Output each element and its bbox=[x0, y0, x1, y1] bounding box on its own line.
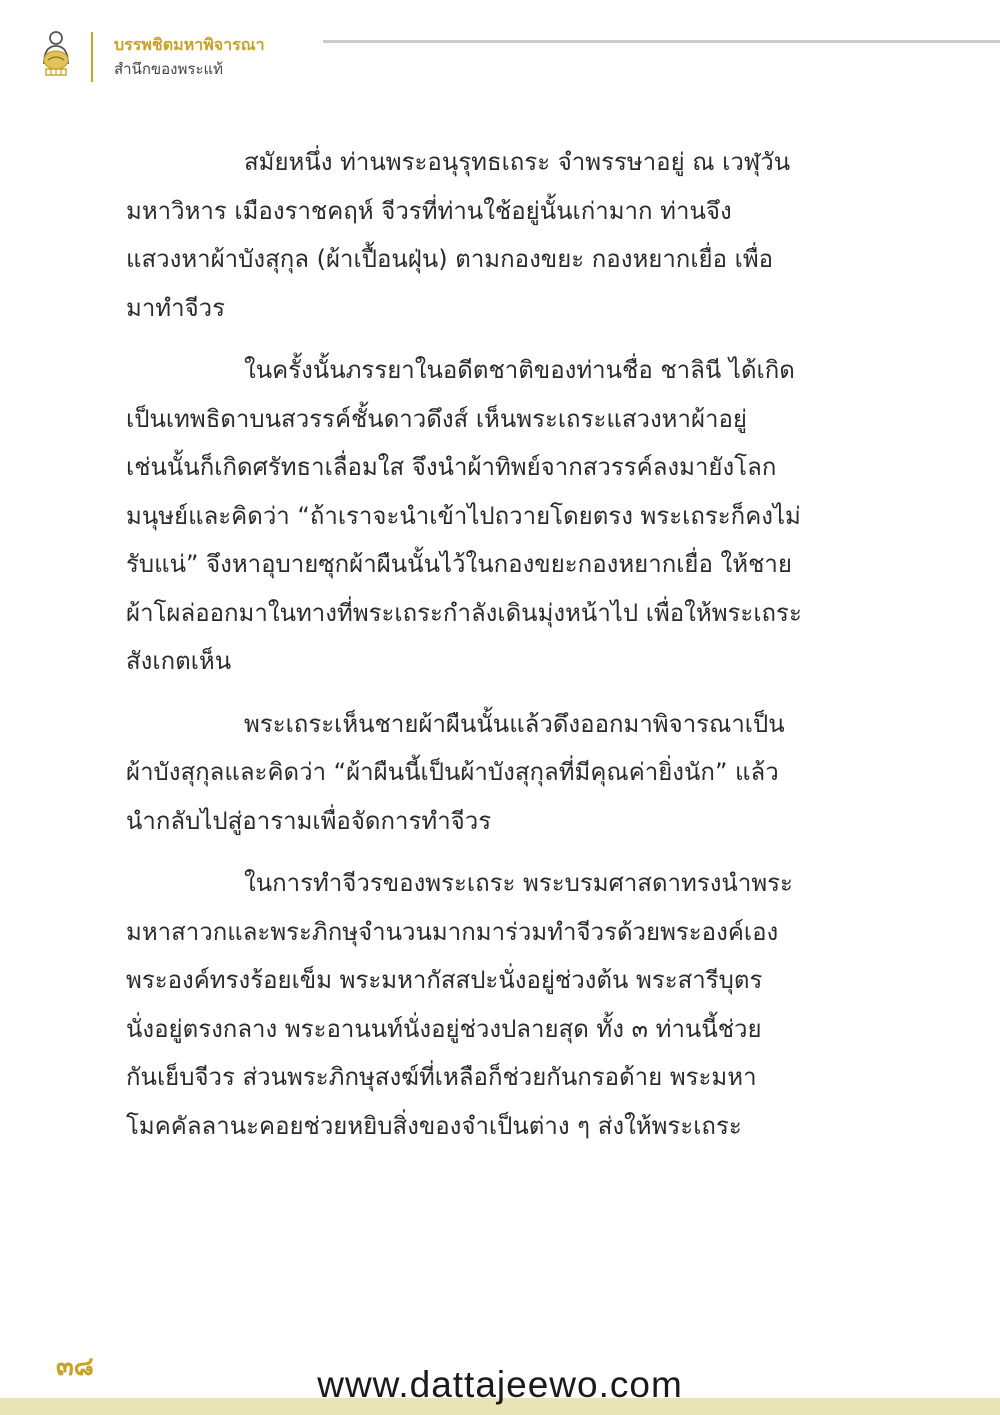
text-line: กันเย็บจีวร ส่วนพระภิกษุสงฆ์ที่เหลือก็ช่วยกันกรอด้าย พระมหา bbox=[126, 1063, 757, 1091]
text-line: มหาสาวกและพระภิกษุจำนวนมากมาร่วมทำจีวรด้วยพระองค์เอง bbox=[126, 917, 779, 946]
page-header bbox=[0, 0, 1000, 90]
text-line: มาทำจีวร bbox=[126, 293, 226, 322]
page-number: ๓๘ bbox=[56, 1352, 94, 1382]
text-line: มหาวิหาร เมืองราชคฤห์ จีวรที่ท่านใช้อยู่นั้นเก่ามาก ท่านจึง bbox=[126, 196, 732, 225]
chapter-subtitle: สำนึกของพระแท้ bbox=[114, 60, 224, 78]
text-line: มนุษย์และคิดว่า “ถ้าเราจะนำเข้าไปถวายโดยตรง พระเถระก็คงไม่ bbox=[126, 501, 801, 530]
book-title: บรรพชิตมหาพิจารณา bbox=[114, 35, 265, 54]
text-line: พระองค์ทรงร้อยเข็ม พระมหากัสสปะนั่งอยู่ช่วงต้น พระสารีบุตร bbox=[126, 966, 763, 994]
text-line: ในครั้งนั้นภรรยาในอดีตชาติของท่านชื่อ ชาลินี ได้เกิด bbox=[244, 356, 795, 384]
paragraph bbox=[126, 859, 816, 1150]
text-line: ผ้าโผล่ออกมาในทางที่พระเถระกำลังเดินมุ่งหน้าไป เพื่อให้พระเถระ bbox=[126, 598, 802, 627]
text-line: โมคคัลลานะคอยช่วยหยิบสิ่งของจำเป็นต่าง ๆ ส่งให้พระเถระ bbox=[126, 1111, 742, 1140]
text-line: ในการทำจีวรของพระเถระ พระบรมศาสดาทรงนำพระ bbox=[244, 869, 793, 897]
text-line: นำกลับไปสู่อารามเพื่อจัดการทำจีวร bbox=[126, 806, 492, 835]
header-divider bbox=[91, 32, 93, 82]
text-line: เป็นเทพธิดาบนสวรรค์ชั้นดาวดึงส์ เห็นพระเถระแสวงหาผ้าอยู่ bbox=[126, 404, 747, 433]
text-line: ผ้าบังสุกุลและคิดว่า “ผ้าผืนนี้เป็นผ้าบังสุกุลที่มีคุณค่ายิ่งนัก” แล้ว bbox=[126, 758, 779, 786]
text-line: สมัยหนึ่ง ท่านพระอนุรุทธเถระ จำพรรษาอยู่ ณ เวฬุวัน bbox=[244, 148, 791, 176]
paragraph bbox=[126, 700, 816, 846]
text-line: สังเกตเห็น bbox=[126, 647, 232, 675]
monk-meditation-icon bbox=[38, 30, 78, 78]
website-watermark: www.dattajeewo.com bbox=[317, 1364, 683, 1405]
text-line: รับแน่” จึงหาอุบายซุกผ้าผืนนั้นไว้ในกองขยะกองหยากเยื่อ ให้ชาย bbox=[126, 550, 792, 578]
text-line: พระเถระเห็นชายผ้าผืนนั้นแล้วดึงออกมาพิจารณาเป็น bbox=[244, 709, 785, 738]
header-rule bbox=[323, 40, 1000, 43]
text-line: นั่งอยู่ตรงกลาง พระอานนท์นั่งอยู่ช่วงปลายสุด ทั้ง ๓ ท่านนี้ช่วย bbox=[126, 1014, 762, 1043]
paragraph bbox=[126, 138, 816, 332]
text-line: เช่นนั้นก็เกิดศรัทธาเลื่อมใส จึงนำผ้าทิพย์จากสวรรค์ลงมายังโลก bbox=[126, 453, 777, 481]
main-text bbox=[126, 138, 816, 1164]
text-line: แสวงหาผ้าบังสุกุล (ผ้าเปื้อนฝุ่น) ตามกองขยะ กองหยากเยื่อ เพื่อ bbox=[126, 245, 774, 273]
paragraph bbox=[126, 346, 816, 686]
